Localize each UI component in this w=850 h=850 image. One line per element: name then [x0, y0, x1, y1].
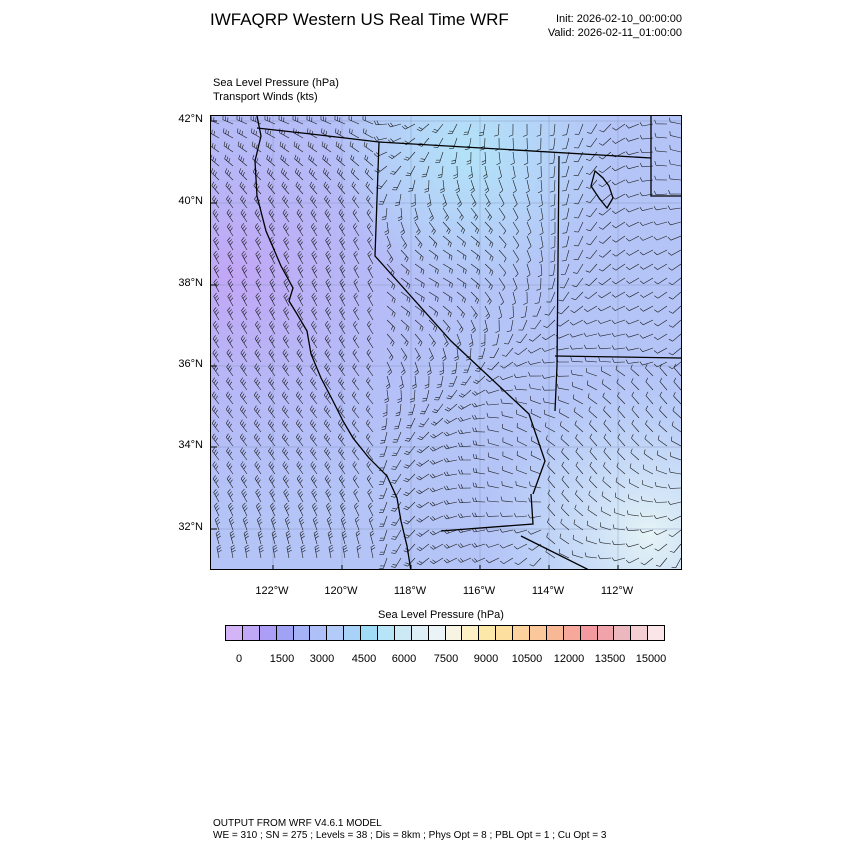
colorbar-swatch	[310, 626, 327, 640]
map-canvas	[211, 116, 682, 570]
lon-label: 114°W	[531, 585, 565, 597]
colorbar-swatch	[581, 626, 598, 640]
colorbar-swatch	[260, 626, 277, 640]
lat-label: 40°N	[178, 195, 203, 207]
colorbar-swatch	[598, 626, 615, 640]
colorbar-swatch	[446, 626, 463, 640]
colorbar-swatch	[564, 626, 581, 640]
colorbar-swatch	[496, 626, 513, 640]
colorbar-label: 10500	[511, 653, 543, 665]
colorbar-swatch	[479, 626, 496, 640]
colorbar-swatch	[462, 626, 479, 640]
colorbar-label: 15000	[635, 653, 667, 665]
colorbar-swatch	[226, 626, 243, 640]
colorbar-label: 1500	[269, 653, 295, 665]
lat-label: 32°N	[178, 521, 203, 533]
colorbar-title: Sea Level Pressure (hPa)	[378, 609, 504, 621]
colorbar-swatch	[631, 626, 648, 640]
lon-label: 118°W	[393, 585, 427, 597]
valid-time-label: Valid: 2026-02-11_01:00:00	[547, 27, 682, 39]
lon-label: 122°W	[255, 585, 289, 597]
field-title-winds: Transport Winds (kts)	[213, 91, 318, 103]
colorbar-swatch	[412, 626, 429, 640]
colorbar-swatch	[614, 626, 631, 640]
colorbar-swatch	[361, 626, 378, 640]
colorbar	[225, 625, 665, 641]
colorbar-swatch	[395, 626, 412, 640]
colorbar-swatch	[648, 626, 664, 640]
footer-run-config: WE = 310 ; SN = 275 ; Levels = 38 ; Dis = 8km ; Phys Opt = 8 ; PBL Opt = 1 ; Cu Opt = 3	[213, 830, 607, 841]
lat-label: 38°N	[178, 277, 203, 289]
colorbar-swatch	[429, 626, 446, 640]
colorbar-label: 7500	[433, 653, 459, 665]
init-time-label: Init: 2026-02-10_00:00:00	[556, 13, 682, 25]
colorbar-swatch	[277, 626, 294, 640]
map-panel	[210, 115, 682, 570]
footer-model-info: OUTPUT FROM WRF V4.6.1 MODEL	[213, 818, 382, 829]
colorbar-swatch	[344, 626, 361, 640]
colorbar-swatch	[243, 626, 260, 640]
colorbar-swatch	[378, 626, 395, 640]
lon-label: 112°W	[600, 585, 634, 597]
field-title-pressure: Sea Level Pressure (hPa)	[213, 77, 339, 89]
high-pressure-shade	[211, 116, 682, 570]
colorbar-swatch	[327, 626, 344, 640]
lon-label: 116°W	[462, 585, 496, 597]
colorbar-swatch	[530, 626, 547, 640]
colorbar-label: 0	[235, 653, 243, 665]
colorbar-swatch	[547, 626, 564, 640]
colorbar-label: 9000	[473, 653, 499, 665]
lat-label: 36°N	[178, 358, 203, 370]
colorbar-label: 3000	[309, 653, 335, 665]
page-title: IWFAQRP Western US Real Time WRF	[210, 10, 509, 29]
lat-label: 34°N	[178, 439, 203, 451]
colorbar-swatch	[513, 626, 530, 640]
colorbar-swatch	[294, 626, 311, 640]
lat-label: 42°N	[178, 113, 203, 125]
colorbar-label: 4500	[351, 653, 377, 665]
colorbar-label: 13500	[594, 653, 626, 665]
colorbar-label: 12000	[553, 653, 585, 665]
lon-label: 120°W	[324, 585, 358, 597]
colorbar-label: 6000	[391, 653, 417, 665]
